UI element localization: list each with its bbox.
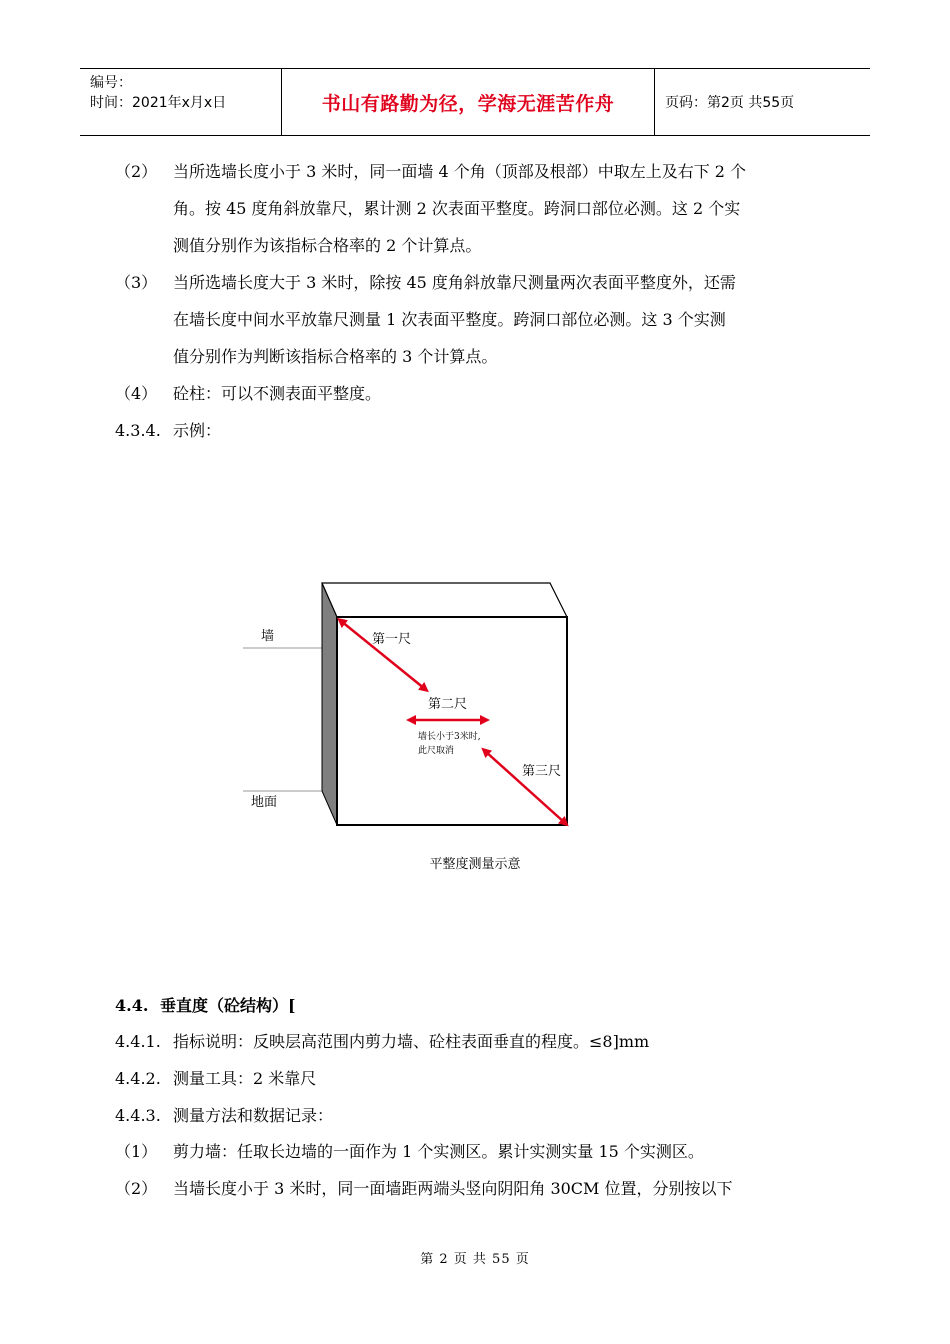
wall-label: 墙 (261, 629, 275, 644)
item-number: （3） (115, 273, 158, 292)
page-header (80, 68, 870, 136)
section-text: 测量工具：2 米靠尺 (173, 1069, 317, 1088)
section-number: 4.4.3. (115, 1106, 161, 1125)
ruler-1-label: 第一尺 (372, 632, 412, 647)
wall-top-face (322, 583, 567, 617)
item-text: 值分别作为判断该指标合格率的 3 个计算点。 (173, 347, 498, 366)
item-text: 测值分别作为该指标合格率的 2 个计算点。 (173, 236, 482, 255)
ruler-2-label: 第二尺 (428, 697, 468, 712)
page-footer: 第 2 页 共 55 页 (420, 1252, 530, 1267)
ground-label: 地面 (251, 795, 278, 810)
header-meta (80, 69, 282, 135)
date-label: 时间：2021年x月x日 (90, 95, 227, 111)
section-number: 4.4.2. (115, 1069, 161, 1088)
header-motto: 书山有路勤为径，学海无涯苦作舟 (282, 69, 655, 135)
item-number: （1） (115, 1142, 158, 1161)
flatness-diagram (235, 575, 595, 835)
ruler-2-note-line1: 墙长小于3米时, (418, 732, 481, 742)
ruler-2-note-line2: 此尺取消 (418, 746, 455, 756)
section-text: 测量方法和数据记录： (173, 1106, 334, 1125)
item-text: 剪力墙：任取长边墙的一面作为 1 个实测区。累计实测实量 15 个实测区。 (173, 1142, 704, 1161)
item-text: 当墙长度小于 3 米时，同一面墙距两端头竖向阴阳角 30CM 位置，分别按以下 (173, 1179, 733, 1198)
section-number: 4.4.1. (115, 1032, 161, 1051)
item-number: （4） (115, 384, 158, 403)
header-page-info: 页码：第2页 共55页 (665, 95, 795, 111)
item-text: 砼柱：可以不测表面平整度。 (173, 384, 382, 403)
item-text: 当所选墙长度大于 3 米时，除按 45 度角斜放靠尺测量两次表面平整度外，还需 (173, 273, 736, 292)
item-number: （2） (115, 1179, 158, 1198)
item-text: 当所选墙长度小于 3 米时，同一面墙 4 个角（顶部及根部）中取左上及右下 2 个 (173, 162, 747, 181)
section-text: 示例： (173, 421, 222, 440)
section-number: 4.4. (115, 996, 149, 1015)
ruler-3-label: 第三尺 (522, 764, 562, 779)
section-number: 4.3.4. (115, 421, 161, 440)
wall-side-face (322, 583, 337, 825)
item-text: 在墙长度中间水平放靠尺测量 1 次表面平整度。跨洞口部位必测。这 3 个实测 (173, 310, 726, 329)
item-number: （2） (115, 162, 158, 181)
figure-caption: 平整度测量示意 (429, 857, 521, 872)
code-label: 编号： (90, 75, 132, 91)
item-text: 角。按 45 度角斜放靠尺，累计测 2 次表面平整度。跨洞口部位必测。这 2 个实 (173, 199, 741, 218)
section-text: 指标说明：反映层高范围内剪力墙、砼柱表面垂直的程度。≤8]mm (173, 1032, 650, 1051)
section-title: 垂直度（砼结构）[ (160, 996, 296, 1015)
